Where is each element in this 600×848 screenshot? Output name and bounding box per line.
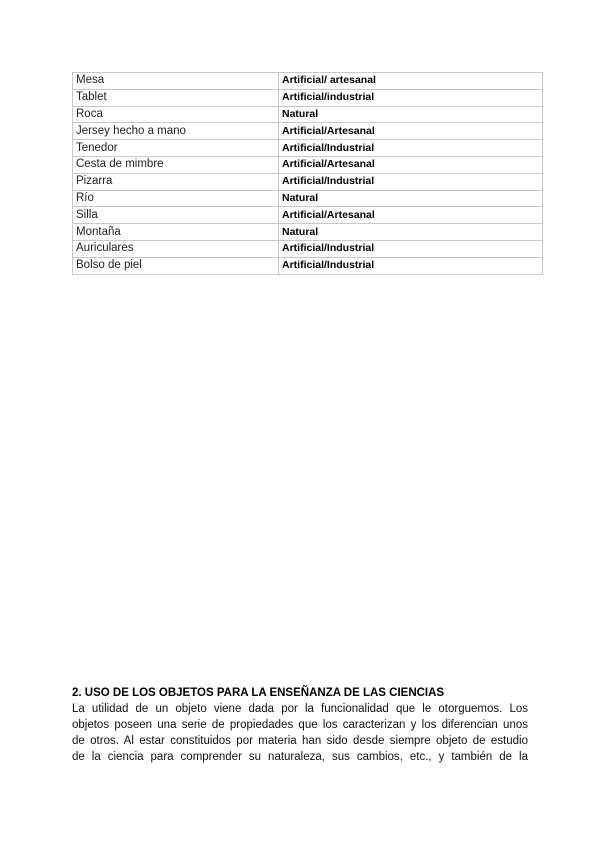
paragraph-line: objetos poseen una serie de propiedades que los caracterizan y los diferencian unos [72,719,528,731]
object-name-cell: Río [73,190,279,207]
table-row [73,106,543,123]
table-row [73,224,543,241]
object-type-cell: Artificial/Industrial [279,257,543,274]
object-type-cell: Natural [279,190,543,207]
object-type-cell: Natural [279,224,543,241]
table-row [73,89,543,106]
table-row [73,173,543,190]
object-type-cell: Artificial/Artesanal [279,156,543,173]
object-type-cell: Artificial/Artesanal [279,207,543,224]
table-row [73,123,543,140]
paragraph-line: de la ciencia para comprender su naturaleza, sus cambios, etc., y también de la [72,751,528,763]
table-row [73,207,543,224]
table-row [73,240,543,257]
object-type-cell: Artificial/industrial [279,89,543,106]
section-heading: 2. USO DE LOS OBJETOS PARA LA ENSEÑANZA DE LAS CIENCIAS [72,687,445,699]
table-row [73,140,543,157]
table-row [73,257,543,274]
object-type-cell: Artificial/Industrial [279,140,543,157]
object-name-cell: Tablet [73,89,279,106]
object-name-cell: Silla [73,207,279,224]
object-type-cell: Artificial/Industrial [279,240,543,257]
object-type-cell: Artificial/Artesanal [279,123,543,140]
object-type-cell: Natural [279,106,543,123]
table-row [73,156,543,173]
object-type-cell: Artificial/Industrial [279,173,543,190]
object-name-cell: Montaña [73,224,279,241]
object-name-cell: Auriculares [73,240,279,257]
paragraph-line: de otros. Al estar constituidos por materia han sido desde siempre objeto de estudio [72,735,528,747]
object-name-cell: Bolso de piel [73,257,279,274]
object-name-cell: Pizarra [73,173,279,190]
section-2 [72,686,528,765]
paragraph-line: La utilidad de un objeto viene dada por la funcionalidad que le otorguemos. Los [72,703,528,715]
table-row [73,73,543,90]
object-name-cell: Cesta de mimbre [73,156,279,173]
object-name-cell: Mesa [73,73,279,90]
object-type-cell: Artificial/ artesanal [279,73,543,90]
object-name-cell: Tenedor [73,140,279,157]
table-row [73,190,543,207]
object-name-cell: Roca [73,106,279,123]
object-name-cell: Jersey hecho a mano [73,123,279,140]
objects-classification-table [72,72,543,275]
